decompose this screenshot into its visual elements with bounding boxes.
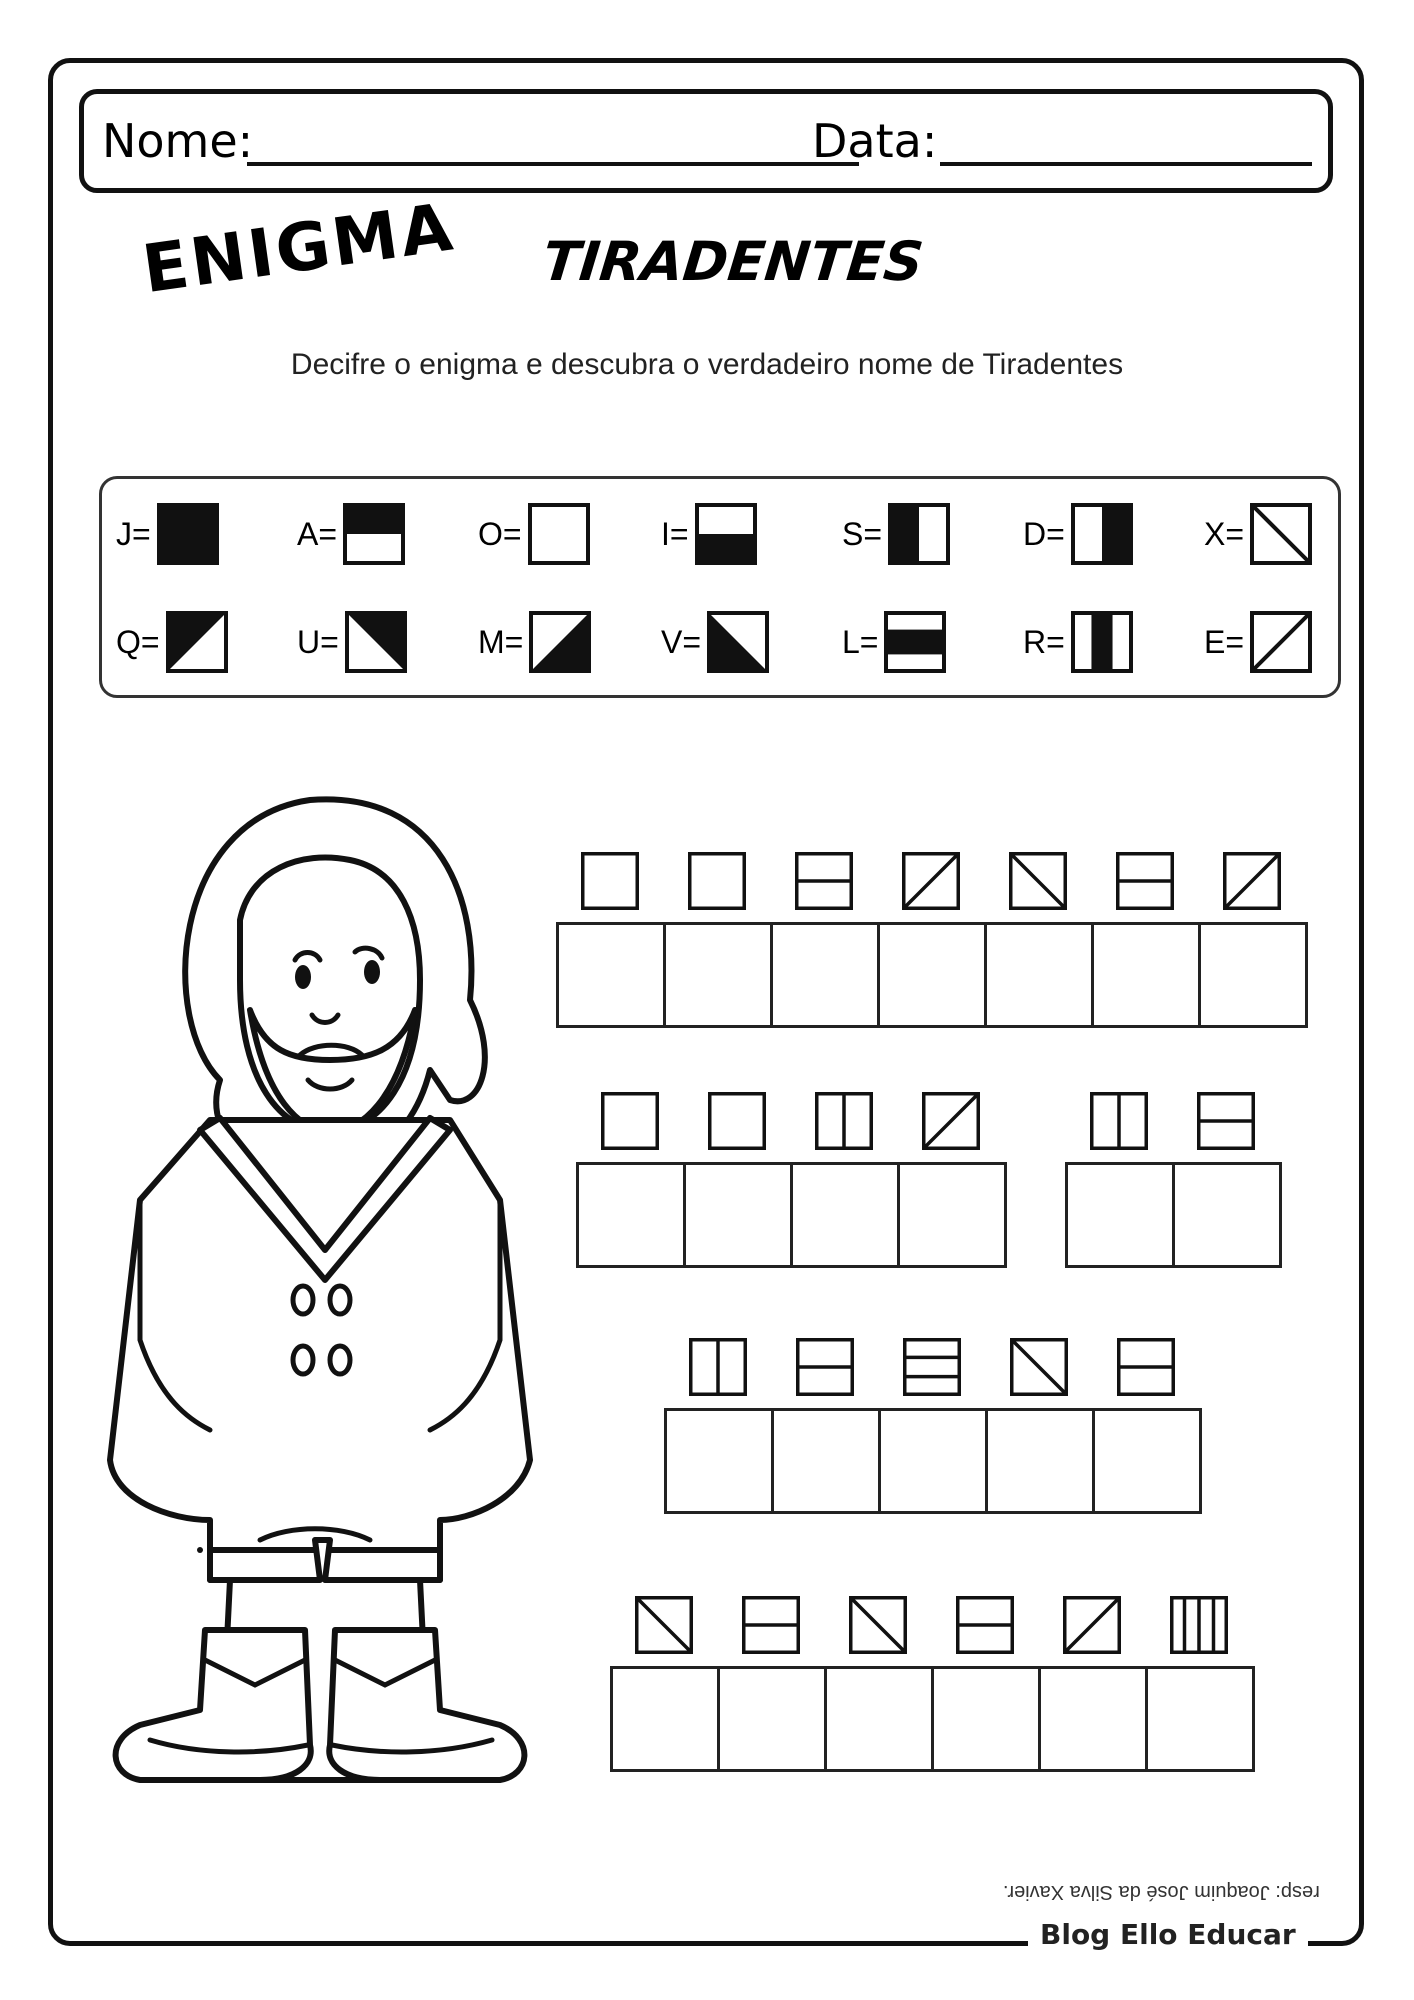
three-vlines-icon [1170,1596,1228,1654]
legend-item-u [297,611,407,673]
left-half-icon [888,503,950,565]
vline-icon [1090,1092,1148,1150]
answer-letter-box[interactable] [877,922,987,1028]
answer-letter-box[interactable] [1172,1162,1282,1268]
legend-label: U= [297,623,339,660]
legend-label: X= [1204,515,1245,552]
hline-icon [1117,1338,1175,1396]
diag-down-icon [849,1596,907,1654]
legend-label: R= [1023,623,1065,660]
full-icon [157,503,219,565]
empty-icon [581,852,639,910]
empty-icon [708,1092,766,1150]
puzzle-word-1 [556,852,1305,1032]
hline-icon [956,1596,1014,1654]
header-box [79,89,1333,193]
hline-icon [1197,1092,1255,1150]
two-hlines-icon [903,1338,961,1396]
empty-icon [601,1092,659,1150]
legend-item-q [116,611,228,673]
legend-item-a [297,503,405,565]
empty-icon [528,503,590,565]
legend-label: I= [661,515,689,552]
hline-icon [796,1338,854,1396]
answer-text: resp: Joaquim José da Silva Xavier. [1003,1881,1320,1903]
hline-icon [795,852,853,910]
diag-up-icon [1063,1596,1121,1654]
answer-letter-box[interactable] [984,922,1094,1028]
legend-item-v [661,611,769,673]
top-half-icon [343,503,405,565]
answer-letter-box[interactable] [663,922,773,1028]
legend-item-r [1023,611,1133,673]
legend-label: M= [478,623,524,660]
answer-letter-box[interactable] [576,1162,686,1268]
answer-letter-box[interactable] [610,1666,720,1772]
legend-item-i [661,503,757,565]
answer-letter-box[interactable] [1145,1666,1255,1772]
center-band-icon [1071,611,1133,673]
answer-letter-box[interactable] [717,1666,827,1772]
legend-item-s [842,503,950,565]
diag-up-icon [902,852,960,910]
answer-letter-box[interactable] [985,1408,1095,1514]
answer-letter-box[interactable] [897,1162,1007,1268]
hline-icon [1116,852,1174,910]
legend-item-o [478,503,590,565]
answer-letter-box[interactable] [771,1408,881,1514]
puzzle-word-5 [610,1596,1252,1776]
vline-icon [689,1338,747,1396]
name-label: Nome: [102,114,254,168]
diag-down-filled-bottom-left-icon [707,611,769,673]
diag-down-filled-top-right-icon [345,611,407,673]
answer-letter-box[interactable] [1092,1408,1202,1514]
diag-down-icon [1250,503,1312,565]
legend-label: Q= [116,623,160,660]
legend-label: J= [116,515,151,552]
diag-down-icon [1009,852,1067,910]
diag-up-icon [1250,611,1312,673]
enigma-title: ENIGMA [138,188,460,309]
answer-letter-box[interactable] [878,1408,988,1514]
tiradentes-title: TIRADENTES [539,230,927,293]
puzzle-word-2 [576,1092,1004,1272]
answer-letter-box[interactable] [1091,922,1201,1028]
symbol-legend [99,476,1341,698]
legend-item-e [1204,611,1312,673]
legend-item-d [1023,503,1133,565]
diag-down-icon [635,1596,693,1654]
diag-up-icon [1223,852,1281,910]
legend-label: D= [1023,515,1065,552]
answer-letter-box[interactable] [790,1162,900,1268]
puzzle-word-4 [664,1338,1199,1518]
diag-down-icon [1010,1338,1068,1396]
answer-letter-box[interactable] [1065,1162,1175,1268]
answer-letter-box[interactable] [824,1666,934,1772]
right-half-icon [1071,503,1133,565]
answer-letter-box[interactable] [1038,1666,1148,1772]
answer-letter-box[interactable] [664,1408,774,1514]
tiradentes-illustration [100,780,540,1810]
legend-item-m [478,611,591,673]
footer-brand: Blog Ello Educar [1028,1918,1308,1951]
answer-letter-box[interactable] [770,922,880,1028]
puzzle-word-3 [1065,1092,1279,1272]
legend-label: A= [297,515,338,552]
date-label: Data: [812,114,938,168]
answer-letter-box[interactable] [556,922,666,1028]
name-field[interactable] [247,162,859,166]
date-field[interactable] [940,162,1312,166]
diag-up-filled-bottom-right-icon [529,611,591,673]
legend-label: E= [1204,623,1245,660]
vline-icon [815,1092,873,1150]
bottom-half-icon [695,503,757,565]
middle-band-icon [884,611,946,673]
answer-letter-box[interactable] [683,1162,793,1268]
diag-up-icon [922,1092,980,1150]
legend-item-l [842,611,946,673]
instruction-text: Decifre o enigma e descubra o verdadeiro nome de Tiradentes [290,348,1124,381]
empty-icon [688,852,746,910]
legend-label: S= [842,515,883,552]
diag-up-filled-top-left-icon [166,611,228,673]
legend-item-j [116,503,219,565]
hline-icon [742,1596,800,1654]
legend-label: V= [661,623,702,660]
answer-letter-box[interactable] [931,1666,1041,1772]
answer-letter-box[interactable] [1198,922,1308,1028]
legend-label: O= [478,515,522,552]
legend-item-x [1204,503,1312,565]
legend-label: L= [842,623,879,660]
